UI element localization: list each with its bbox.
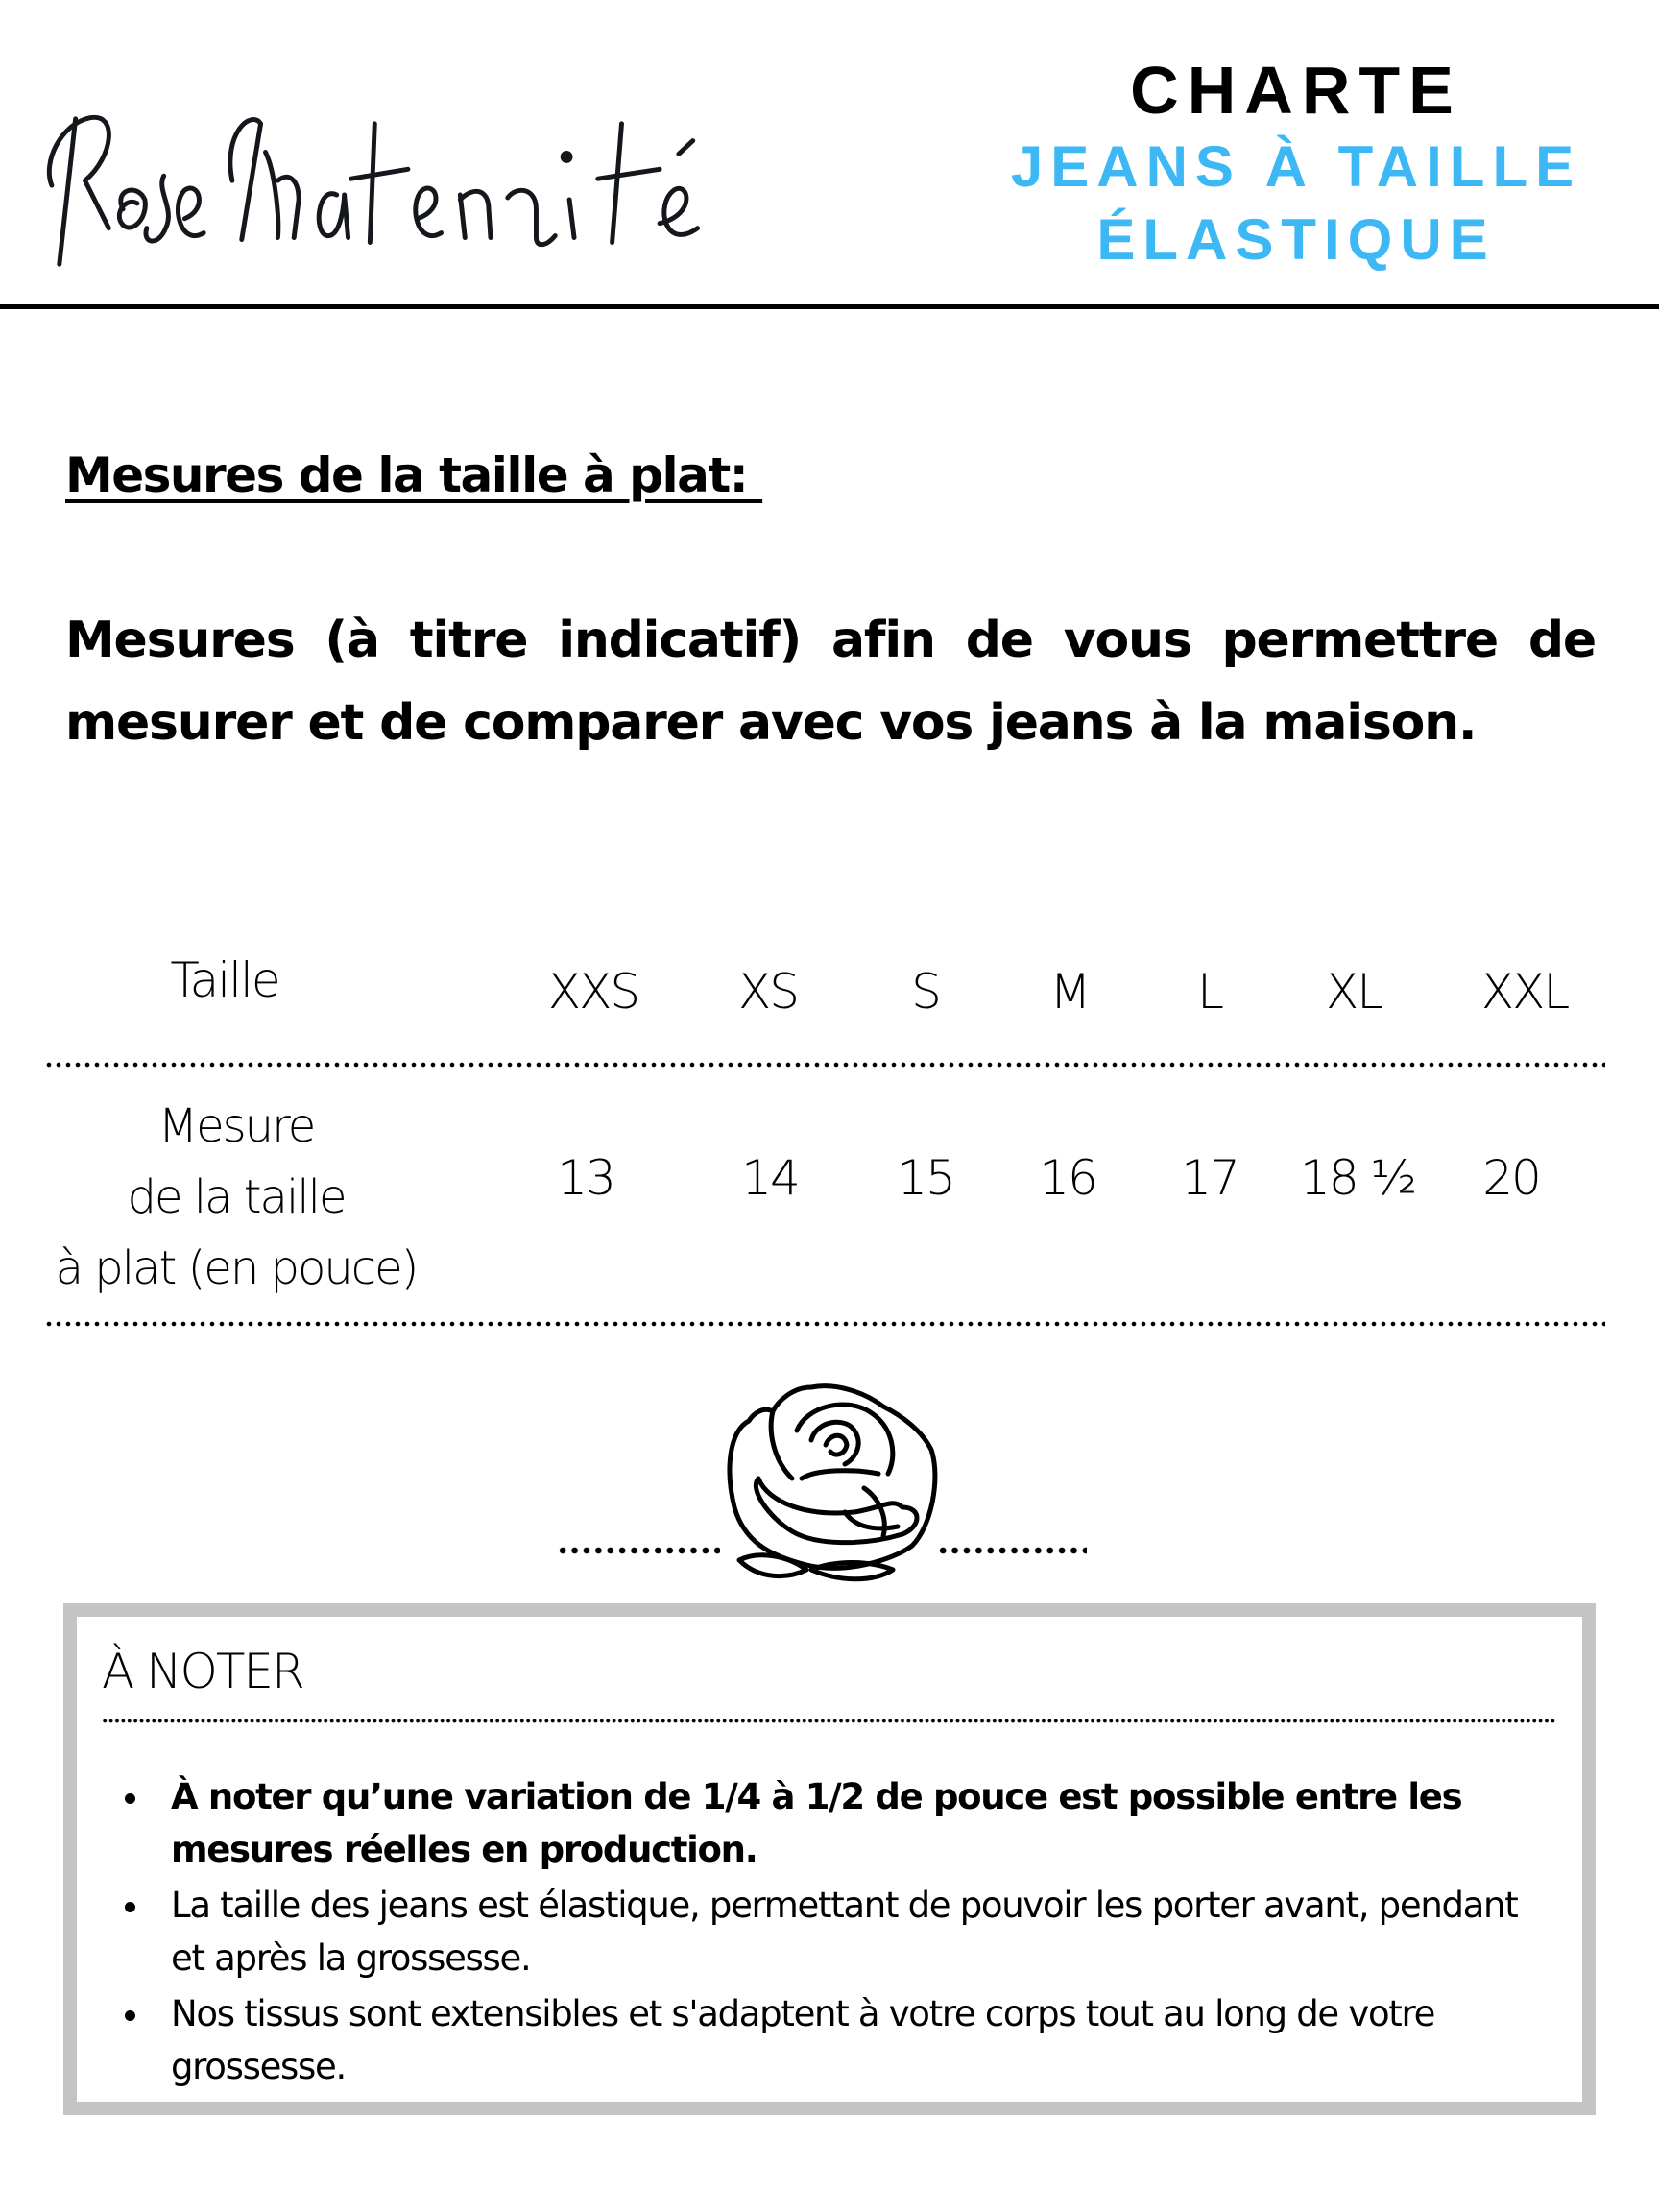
size-table-header-row [44, 950, 1605, 1066]
chart-title-block [960, 50, 1632, 276]
value-s: 15 [897, 1150, 954, 1206]
rose-divider [557, 1354, 1114, 1589]
note-item-2 [106, 1879, 1546, 1984]
brand-logo-script-icon [42, 104, 935, 286]
size-table [44, 950, 1605, 1295]
row-label-line-2: de la taille [127, 1170, 346, 1224]
note-item-3 [106, 1987, 1546, 2093]
bullet-icon [125, 1902, 135, 1912]
header-divider [0, 304, 1659, 309]
size-xl: XL [1325, 964, 1382, 1020]
note-box [63, 1603, 1596, 2115]
section-title: Mesures de la taille à plat: [65, 447, 763, 503]
note-item-1 [106, 1770, 1546, 1876]
rose-dotted-line-left [557, 1547, 720, 1554]
row-label-line-3: à plat (en pouce) [55, 1241, 418, 1295]
size-l: L [1197, 964, 1222, 1020]
value-xxs: 13 [557, 1150, 614, 1206]
size-m: M [1049, 964, 1090, 1020]
size-s: S [911, 964, 940, 1020]
table-dotted-divider-top [44, 1062, 1605, 1068]
size-table-values-row [44, 1096, 1605, 1346]
row-label-measure [56, 1091, 418, 1304]
row-label-line-1: Mesure [157, 1099, 315, 1153]
value-m: 16 [1039, 1150, 1096, 1206]
size-xxs: XXS [547, 964, 639, 1020]
note-dotted-divider [102, 1719, 1555, 1723]
size-xxl: XXL [1480, 964, 1569, 1020]
size-xs: XS [738, 964, 798, 1020]
chart-title: CHARTE [1130, 53, 1462, 128]
note-item-text: À noter qu’une variation de 1/4 à 1/2 de pouce est possible entre les mesures réelles en production. [171, 1776, 1462, 1870]
chart-subtitle-line-2: ÉLASTIQUE [1096, 207, 1496, 272]
note-item-text: Nos tissus sont extensibles et s'adaptent à votre corps tout au long de votre grossesse. [171, 1993, 1435, 2087]
bullet-icon [125, 2010, 135, 2021]
value-l: 17 [1181, 1150, 1238, 1206]
note-item-text: La taille des jeans est élastique, permettant de pouvoir les porter avant, pendant et après la grossesse. [171, 1885, 1518, 1979]
chart-subtitle-line-1: JEANS À TAILLE [1010, 134, 1582, 199]
value-xl: 18 ½ [1300, 1150, 1415, 1206]
intro-description: Mesures (à titre indicatif) afin de vous permettre de mesurer et de comparer avec vos jeans à la maison. [65, 612, 1596, 752]
table-dotted-divider-bottom [44, 1321, 1605, 1327]
note-title: À NOTER [102, 1644, 303, 1699]
header-label-taille: Taille [170, 952, 279, 1008]
value-xxl: 20 [1482, 1150, 1540, 1206]
rose-icon [701, 1363, 960, 1589]
value-xs: 14 [741, 1150, 799, 1206]
brand-logo [42, 104, 935, 286]
bullet-icon [125, 1793, 135, 1804]
note-list [106, 1770, 1546, 2096]
